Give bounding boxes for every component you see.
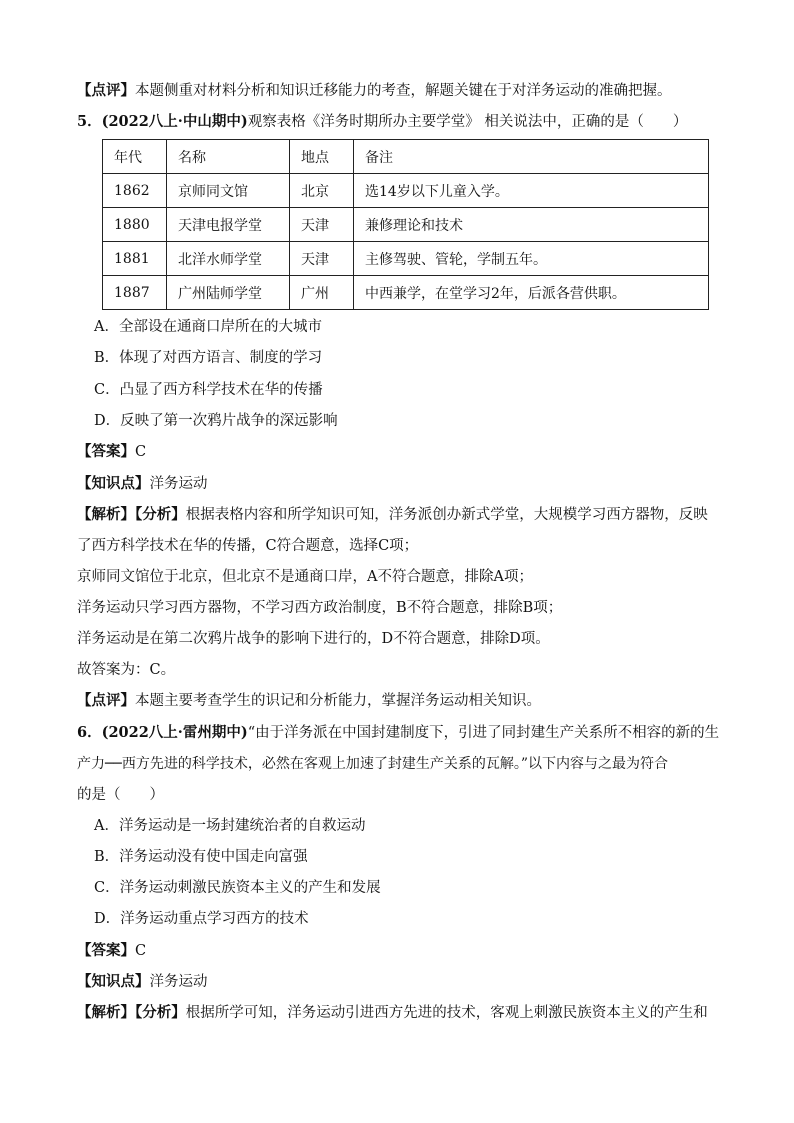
conclusion-line: 故答案为：C。 <box>77 662 176 678</box>
table-row <box>103 174 709 208</box>
knowledge-point-tag: 【知识点】 <box>77 475 150 492</box>
schools-table <box>102 139 709 310</box>
question-number: 5． <box>77 113 102 130</box>
analysis-tag: 【解析】【分析】 <box>77 1004 186 1021</box>
answer-value: C <box>135 444 147 460</box>
table-cell: 北京 <box>290 174 354 208</box>
table-cell: 中西兼学，在堂学习2年，后派各营供职。 <box>354 276 709 310</box>
knowledge-point-value: 洋务运动 <box>149 974 208 990</box>
table-cell: 北洋水师学堂 <box>167 242 290 276</box>
analysis-line-2: 了西方科学技术在华的传播，C符合题意，选择C项； <box>77 538 419 554</box>
table-cell: 1880 <box>103 208 167 242</box>
knowledge-point-line <box>77 972 208 992</box>
header-cell: 地点 <box>290 140 354 174</box>
header-cell: 年代 <box>103 140 167 174</box>
comment-line <box>77 691 541 711</box>
option-a: A．洋务运动是一场封建统治者的自救运动 <box>94 818 366 834</box>
question-number: 6． <box>77 724 102 741</box>
table-cell: 京师同文馆 <box>167 174 290 208</box>
question-6-stem-line-1 <box>77 723 719 743</box>
table-cell: 1881 <box>103 242 167 276</box>
option-d: D．反映了第一次鸦片战争的深远影响 <box>94 413 338 429</box>
answer-tag: 【答案】 <box>77 443 135 460</box>
table-row <box>103 276 709 310</box>
header-cell: 名称 <box>167 140 290 174</box>
knowledge-point-value: 洋务运动 <box>149 476 208 492</box>
knowledge-point-line <box>77 474 208 494</box>
analysis-line-1 <box>77 1003 708 1023</box>
option-b: B．洋务运动没有使中国走向富强 <box>94 849 308 865</box>
table-cell: 天津 <box>290 242 354 276</box>
table-row <box>103 208 709 242</box>
table-cell: 1887 <box>103 276 167 310</box>
comment-tag: 【点评】 <box>77 692 135 709</box>
table-cell: 天津 <box>290 208 354 242</box>
answer-line <box>77 442 146 462</box>
analysis-line-5: 洋务运动是在第二次鸦片战争的影响下进行的，D不符合题意，排除D项。 <box>77 631 550 647</box>
table-cell: 广州陆师学堂 <box>167 276 290 310</box>
option-d: D．洋务运动重点学习西方的技术 <box>94 911 309 927</box>
header-cell: 备注 <box>354 140 709 174</box>
comment-tag: 【点评】 <box>77 82 135 99</box>
analysis-line-1 <box>77 505 708 525</box>
analysis-text: 根据所学可知，洋务运动引进西方先进的技术，客观上刺激民族资本主义的产生和 <box>185 1005 708 1021</box>
option-c: C．凸显了西方科学技术在华的传播 <box>94 382 323 398</box>
answer-line <box>77 941 146 961</box>
question-text: “由于洋务派在中国封建制度下，引进了同封建生产关系所不相容的新的生 <box>247 725 720 741</box>
question-text: 观察表格《洋务时期所办主要学堂》 相关说法中，正确的是（ ） <box>247 114 688 130</box>
answer-value: C <box>135 943 147 959</box>
table-header-row <box>103 140 709 174</box>
table-cell: 兼修理论和技术 <box>354 208 709 242</box>
option-a: A．全部设在通商口岸所在的大城市 <box>94 319 322 335</box>
table-cell: 1862 <box>103 174 167 208</box>
question-6-stem-line-3: 的是（ ） <box>77 787 164 803</box>
analysis-text: 根据表格内容和所学知识可知，洋务派创办新式学堂，大规模学习西方器物，反映 <box>185 507 708 523</box>
table-cell: 主修驾驶、管轮，学制五年。 <box>354 242 709 276</box>
comment-text: 本题侧重对材料分析和知识迁移能力的考查，解题关键在于对洋务运动的准确把握。 <box>135 83 672 99</box>
analysis-line-3: 京师同文馆位于北京，但北京不是通商口岸，A不符合题意，排除A项； <box>77 569 533 585</box>
comment-text: 本题主要考查学生的识记和分析能力，掌握洋务运动相关知识。 <box>135 693 541 709</box>
option-c: C．洋务运动刺激民族资本主义的产生和发展 <box>94 880 381 896</box>
table-cell: 广州 <box>290 276 354 310</box>
question-source: (2022八上·中山期中) <box>101 113 248 130</box>
table-cell: 选14岁以下儿童入学。 <box>354 174 709 208</box>
question-6-stem-line-2: 产力──西方先进的科学技术，必然在客观上加速了封建生产关系的瓦解。”以下内容与之最为符合 <box>77 756 669 772</box>
knowledge-point-tag: 【知识点】 <box>77 973 150 990</box>
analysis-line-4: 洋务运动只学习西方器物，不学习西方政治制度，B不符合题意，排除B项； <box>77 600 563 616</box>
top-comment <box>77 81 672 101</box>
table-cell: 天津电报学堂 <box>167 208 290 242</box>
analysis-tag: 【解析】【分析】 <box>77 506 186 523</box>
answer-tag: 【答案】 <box>77 942 135 959</box>
option-b: B．体现了对西方语言、制度的学习 <box>94 350 323 366</box>
question-5-stem <box>77 112 687 132</box>
question-source: (2022八上·雷州期中) <box>101 724 248 741</box>
table-row <box>103 242 709 276</box>
